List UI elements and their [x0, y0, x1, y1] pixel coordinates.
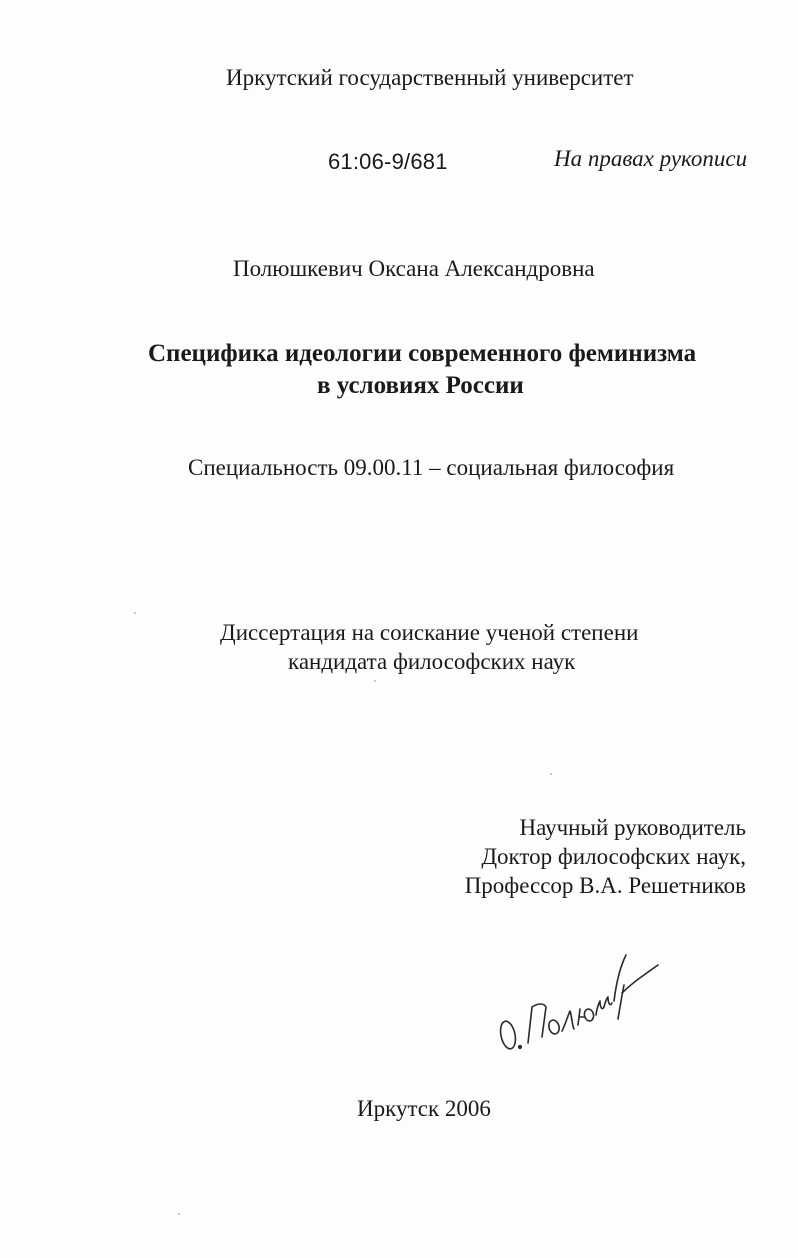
dissertation-title-line-1: Специфика идеологии современного феминизма [148, 340, 697, 367]
supervisor-role: Научный руководитель [519, 815, 746, 840]
supervisor-name: Профессор В.А. Решетников [464, 873, 746, 898]
degree-statement-line-1: Диссертация на соискание ученой степени [220, 620, 639, 645]
specialty: Специальность 09.00.11 – социальная философия [188, 455, 675, 480]
university-name: Иркутский государственный университет [226, 65, 634, 90]
manuscript-rights-note: На правах рукописи [554, 146, 748, 171]
author-name: Полюшкевич Оксана Александровна [233, 256, 595, 281]
handwritten-signature [490, 945, 660, 1065]
city-year: Иркутск 2006 [357, 1096, 491, 1121]
supervisor-degree: Доктор философских наук, [481, 844, 746, 869]
degree-statement-line-2: кандидата философских наук [288, 649, 576, 674]
catalog-code: 61:06-9/681 [328, 149, 448, 174]
scan-speck [374, 680, 376, 682]
dissertation-title-line-2: в условиях России [317, 372, 524, 399]
scan-speck [178, 1213, 180, 1215]
scan-speck [550, 773, 552, 775]
scan-speck [134, 612, 136, 614]
